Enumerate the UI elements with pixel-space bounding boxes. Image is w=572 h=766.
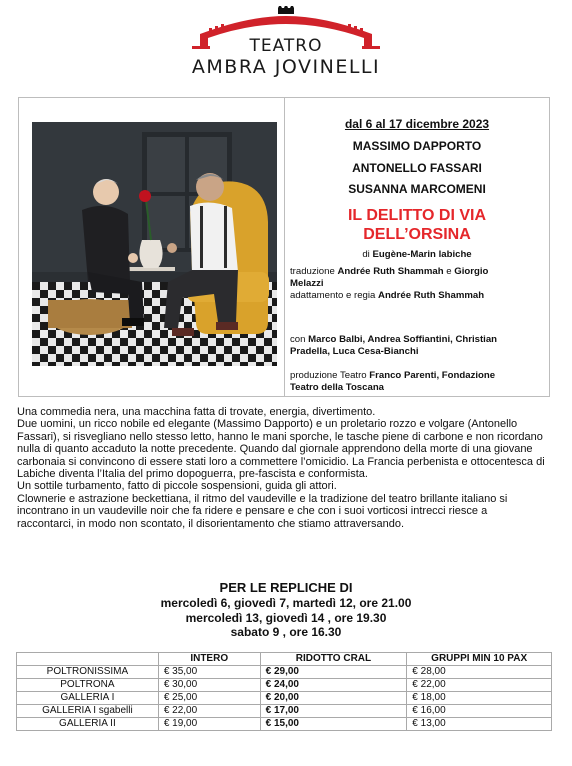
table-header-row bbox=[17, 653, 552, 666]
table-row bbox=[17, 705, 552, 718]
lead-actor-1: MASSIMO DAPPORTO bbox=[352, 139, 482, 153]
cral-price-cell: € 29,00 bbox=[260, 666, 407, 679]
cral-price-cell: € 20,00 bbox=[260, 692, 407, 705]
lead-actor-2: ANTONELLO FASSARI bbox=[352, 161, 482, 175]
group-price-cell: € 13,00 bbox=[407, 718, 552, 731]
production-credit bbox=[290, 370, 540, 394]
translation-credit bbox=[290, 266, 540, 290]
description-paragraph: Un sottile turbamento, fatto di piccole sospensioni, guida gli attori. bbox=[17, 480, 337, 493]
cral-price-cell: € 24,00 bbox=[260, 679, 407, 692]
show-title-line-2: DELL’ORSINA bbox=[363, 226, 471, 243]
show-description bbox=[17, 406, 545, 530]
sector-cell: GALLERIA II bbox=[17, 718, 159, 731]
full-price-cell: € 25,00 bbox=[158, 692, 260, 705]
replicas-line: mercoledì 13, giovedì 14 , ore 19.30 bbox=[185, 611, 387, 625]
author-name: Eugène-Marin labiche bbox=[372, 249, 472, 260]
production-prefix: produzione Teatro bbox=[290, 370, 370, 381]
cast-line-2: Pradella, Luca Cesa-Bianchi bbox=[290, 346, 419, 357]
group-price-cell: € 16,00 bbox=[407, 705, 552, 718]
cast-line-1: Marco Balbi, Andrea Soffiantini, Christian bbox=[308, 334, 498, 345]
production-line-1: Franco Parenti, Fondazione bbox=[369, 370, 496, 381]
table-row bbox=[17, 692, 552, 705]
description-paragraph: Due uomini, un ricco nobile ed elegante (Massimo Dapporto) e un proletario rozzo e volgare (Antonello Fassari), si risvegliano nello stesso letto, hanno le mani sporche, le tasche piene di carbone e non ricordano nulla di quanto accaduto la notte precedente. Quando dal giornale apprendono della morte di una giovane carbonaia si convincono di essere stati loro a commettere l’omicidio. La Francia perbenista e ottocentesca di Labiche diventa l’Italia del primo dopoguerra, pre-fascista e conformista. bbox=[17, 418, 545, 481]
stage-photo bbox=[32, 122, 277, 366]
column-header: INTERO bbox=[158, 653, 260, 666]
show-title bbox=[286, 206, 548, 244]
show-title-line-1: IL DELITTO DI VIA bbox=[347, 207, 487, 224]
full-price-cell: € 22,00 bbox=[158, 705, 260, 718]
translator-name-2a: Giorgio bbox=[454, 266, 489, 277]
replicas-line: mercoledì 6, giovedì 7, martedì 12, ore 21.00 bbox=[160, 596, 412, 610]
direction-prefix: adattamento e regia bbox=[290, 290, 379, 301]
group-price-cell: € 22,00 bbox=[407, 679, 552, 692]
description-paragraph: Una commedia nera, una macchina fatta di trovate, energia, divertimento. bbox=[17, 406, 376, 418]
translation-prefix: traduzione bbox=[290, 266, 338, 277]
table-row bbox=[17, 679, 552, 692]
table-row bbox=[17, 666, 552, 679]
logo-line-2: AMBRA JOVINELLI bbox=[191, 56, 381, 78]
full-price-cell: € 19,00 bbox=[158, 718, 260, 731]
show-dates: dal 6 al 17 dicembre 2023 bbox=[344, 117, 490, 131]
direction-credit bbox=[290, 290, 540, 302]
price-table bbox=[16, 652, 552, 731]
box-divider bbox=[284, 97, 285, 397]
sector-cell: POLTRONA bbox=[17, 679, 159, 692]
sector-cell: GALLERIA I sgabelli bbox=[17, 705, 159, 718]
cast-prefix: con bbox=[290, 334, 309, 345]
director-name: Andrée Ruth Shammah bbox=[378, 290, 485, 301]
cast-credit bbox=[290, 334, 540, 358]
translator-name-2b: Melazzi bbox=[290, 278, 324, 289]
lead-actor-3: SUSANNA MARCOMENI bbox=[348, 182, 486, 196]
replicas-line: sabato 9 , ore 16.30 bbox=[230, 625, 342, 639]
group-price-cell: € 18,00 bbox=[407, 692, 552, 705]
full-price-cell: € 35,00 bbox=[158, 666, 260, 679]
logo-line-1: TEATRO bbox=[249, 36, 323, 56]
column-header: GRUPPI MIN 10 PAX bbox=[407, 653, 552, 666]
sector-cell: GALLERIA I bbox=[17, 692, 159, 705]
group-price-cell: € 28,00 bbox=[407, 666, 552, 679]
column-header bbox=[17, 653, 159, 666]
cral-price-cell: € 15,00 bbox=[260, 718, 407, 731]
production-line-2: Teatro della Toscana bbox=[290, 382, 385, 393]
theatre-logo bbox=[188, 6, 384, 80]
column-header: RIDOTTO CRAL bbox=[260, 653, 407, 666]
table-row bbox=[17, 718, 552, 731]
translation-conjunction: e bbox=[443, 266, 455, 277]
cral-price-cell: € 17,00 bbox=[260, 705, 407, 718]
author-prefix: di bbox=[362, 249, 373, 260]
author-credit bbox=[286, 249, 548, 261]
full-price-cell: € 30,00 bbox=[158, 679, 260, 692]
translator-name: Andrée Ruth Shammah bbox=[337, 266, 444, 277]
sector-cell: POLTRONISSIMA bbox=[17, 666, 159, 679]
description-paragraph: Clownerie e astrazione beckettiana, il ritmo del vaudeville e la tradizione del teatro brillante italiano si incontrano in un vaudeville noir che fa ridere e pensare e che con i suoi vorticosi intrecci riesce a raccontarci, in modo non scontato, il disorientamento che stiamo attraversando. bbox=[17, 492, 508, 530]
replicas-heading: PER LE REPLICHE DI bbox=[219, 580, 353, 595]
